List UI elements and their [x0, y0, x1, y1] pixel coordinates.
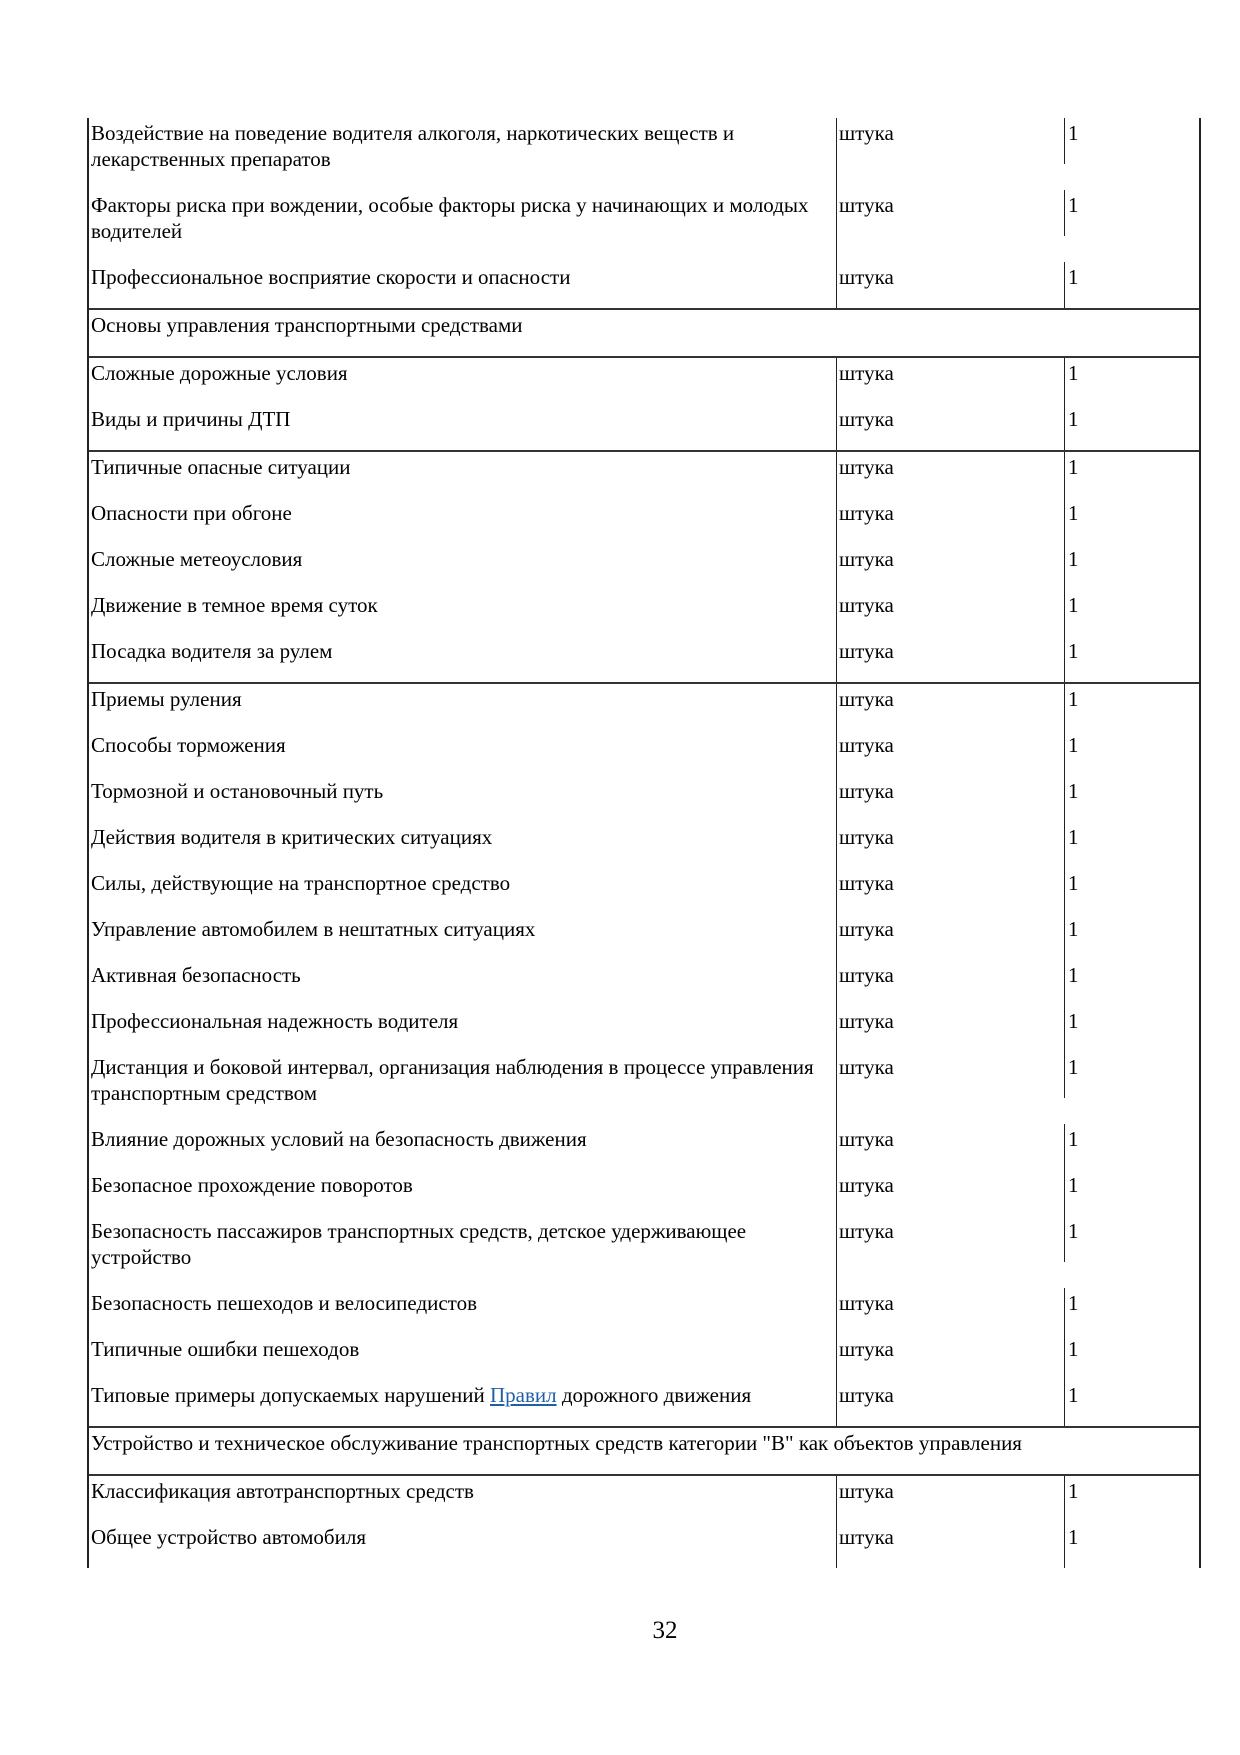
item-qty: 1 [1068, 733, 1079, 757]
item-unit: штука [837, 1476, 1065, 1522]
item-name: Сложные дорожные условия [89, 358, 837, 404]
item-qty: 1 [1068, 1219, 1079, 1243]
table-row [89, 452, 1199, 498]
item-unit: штука [837, 914, 1065, 960]
table-row [89, 1522, 1199, 1568]
item-unit: штука [837, 1170, 1065, 1216]
item-name: Активная безопасность [89, 960, 837, 1006]
table-row [89, 1334, 1199, 1380]
table-row [89, 498, 1199, 544]
item-qty: 1 [1068, 1479, 1079, 1503]
item-qty: 1 [1068, 1337, 1079, 1361]
item-qty: 1 [1068, 121, 1079, 145]
item-unit: штука [837, 1124, 1065, 1170]
page-number: 32 [652, 1617, 678, 1644]
table-row [89, 358, 1199, 404]
item-qty: 1 [1068, 1127, 1079, 1151]
item-qty: 1 [1068, 687, 1079, 711]
item-name-prefix: Типовые примеры допускаемых нарушений [91, 1383, 490, 1407]
item-qty: 1 [1068, 265, 1079, 289]
table-row [89, 190, 1199, 262]
row-group [89, 684, 1199, 1428]
item-unit: штука [837, 1380, 1065, 1426]
item-name: Опасности при обгоне [89, 498, 837, 544]
item-unit: штука [837, 730, 1065, 776]
item-name: Типичные ошибки пешеходов [89, 1334, 837, 1380]
item-name: Виды и причины ДТП [89, 404, 837, 450]
item-name: Действия водителя в критических ситуациях [89, 822, 837, 868]
item-unit: штука [837, 1522, 1065, 1568]
item-qty: 1 [1068, 407, 1079, 431]
equipment-table [87, 118, 1201, 1568]
item-unit: штука [837, 636, 1065, 682]
item-unit: штука [837, 190, 1065, 236]
item-unit: штука [837, 118, 1065, 164]
item-name: Воздействие на поведение водителя алкоголя, наркотических веществ и лекарственных препаратов [89, 118, 837, 190]
table-row [89, 868, 1199, 914]
table-row [89, 262, 1199, 308]
item-qty: 1 [1068, 547, 1079, 571]
section-header: Основы управления транспортными средствами [89, 310, 1199, 358]
table-row [89, 730, 1199, 776]
item-qty: 1 [1068, 917, 1079, 941]
item-qty: 1 [1068, 1055, 1079, 1079]
item-name: Способы торможения [89, 730, 837, 776]
item-name: Сложные метеоусловия [89, 544, 837, 590]
item-name: Приемы руления [89, 684, 837, 730]
table-row [89, 636, 1199, 682]
item-qty: 1 [1068, 639, 1079, 663]
table-row [89, 1476, 1199, 1522]
item-qty: 1 [1068, 779, 1079, 803]
item-unit: штука [837, 358, 1065, 404]
table-row [89, 914, 1199, 960]
item-unit: штука [837, 1288, 1065, 1334]
item-unit: штука [837, 960, 1065, 1006]
item-unit: штука [837, 590, 1065, 636]
item-unit: штука [837, 1052, 1065, 1098]
item-qty: 1 [1068, 193, 1079, 217]
item-name: Движение в темное время суток [89, 590, 837, 636]
table-row [89, 1288, 1199, 1334]
row-group [89, 1476, 1199, 1568]
item-qty: 1 [1068, 455, 1079, 479]
item-name [89, 1380, 837, 1426]
item-name: Дистанция и боковой интервал, организация наблюдения в процессе управления транспортным средством [89, 1052, 837, 1124]
item-name: Безопасное прохождение поворотов [89, 1170, 837, 1216]
item-qty: 1 [1068, 1525, 1079, 1549]
row-group [89, 118, 1199, 310]
item-name-suffix: дорожного движения [556, 1383, 752, 1407]
table-row [89, 1006, 1199, 1052]
item-qty: 1 [1068, 501, 1079, 525]
table-row [89, 544, 1199, 590]
item-name: Типичные опасные ситуации [89, 452, 837, 498]
item-unit: штука [837, 822, 1065, 868]
item-qty: 1 [1068, 1009, 1079, 1033]
item-unit: штука [837, 776, 1065, 822]
row-group [89, 358, 1199, 452]
item-name: Влияние дорожных условий на безопасность движения [89, 1124, 837, 1170]
table-row [89, 684, 1199, 730]
item-qty: 1 [1068, 593, 1079, 617]
item-qty: 1 [1068, 825, 1079, 849]
item-name: Тормозной и остановочный путь [89, 776, 837, 822]
item-name: Безопасность пешеходов и велосипедистов [89, 1288, 837, 1334]
table-row [89, 1124, 1199, 1170]
item-unit: штука [837, 1006, 1065, 1052]
item-unit: штука [837, 262, 1065, 308]
item-name: Профессиональное восприятие скорости и опасности [89, 262, 837, 308]
table-row [89, 776, 1199, 822]
item-unit: штука [837, 1216, 1065, 1262]
item-unit: штука [837, 452, 1065, 498]
item-unit: штука [837, 684, 1065, 730]
item-name: Классификация автотранспортных средств [89, 1476, 837, 1522]
item-qty: 1 [1068, 1383, 1079, 1407]
item-unit: штука [837, 544, 1065, 590]
section-header: Устройство и техническое обслуживание транспортных средств категории "В" как объектов управления [89, 1428, 1199, 1476]
item-name: Силы, действующие на транспортное средство [89, 868, 837, 914]
item-qty: 1 [1068, 361, 1079, 385]
table-row [89, 960, 1199, 1006]
item-unit: штука [837, 1334, 1065, 1380]
item-qty: 1 [1068, 963, 1079, 987]
item-name: Посадка водителя за рулем [89, 636, 837, 682]
item-name: Безопасность пассажиров транспортных средств, детское удерживающее устройство [89, 1216, 837, 1288]
table-row [89, 590, 1199, 636]
row-group [89, 452, 1199, 684]
item-qty: 1 [1068, 1291, 1079, 1315]
table-row [89, 1052, 1199, 1124]
item-unit: штука [837, 498, 1065, 544]
table-row [89, 822, 1199, 868]
item-name: Факторы риска при вождении, особые факторы риска у начинающих и молодых водителей [89, 190, 837, 262]
table-row [89, 404, 1199, 450]
rules-link[interactable]: Правил [489, 1383, 557, 1407]
item-name: Профессиональная надежность водителя [89, 1006, 837, 1052]
item-unit: штука [837, 404, 1065, 450]
table-row [89, 118, 1199, 190]
item-qty: 1 [1068, 1173, 1079, 1197]
table-row [89, 1170, 1199, 1216]
item-name: Управление автомобилем в нештатных ситуациях [89, 914, 837, 960]
table-row [89, 1380, 1199, 1426]
item-unit: штука [837, 868, 1065, 914]
item-qty: 1 [1068, 871, 1079, 895]
table-row [89, 1216, 1199, 1288]
item-name: Общее устройство автомобиля [89, 1522, 837, 1568]
